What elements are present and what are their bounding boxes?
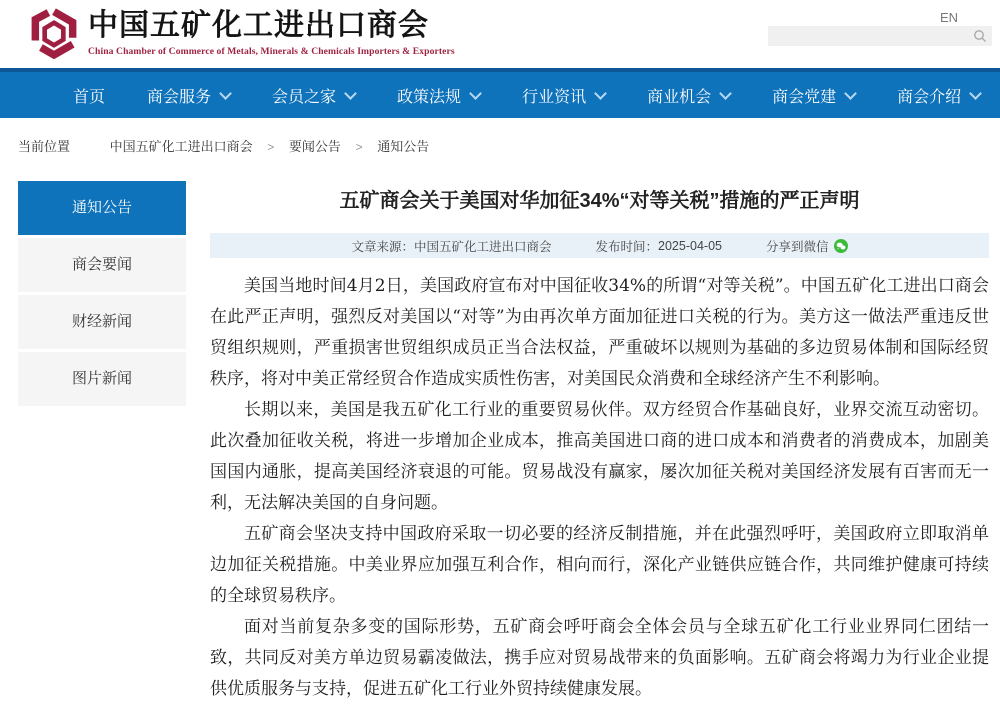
nav-item-party-building[interactable] <box>772 84 855 107</box>
article-source <box>351 237 551 255</box>
sidebar <box>18 181 186 409</box>
nav-item-industry-news[interactable] <box>522 84 605 107</box>
wechat-icon <box>834 239 848 253</box>
search-icon[interactable] <box>972 28 988 44</box>
nav-item-label: 商业机会 <box>647 88 712 106</box>
breadcrumb-separator: > <box>267 140 275 154</box>
breadcrumb-separator: > <box>355 140 363 154</box>
site-title: 中国五矿化工进出口商会 <box>88 8 429 43</box>
site-titles <box>88 8 455 57</box>
sidebar-item-notices[interactable]: 通知公告 <box>18 181 186 235</box>
share-to-wechat-button[interactable] <box>766 237 848 255</box>
main-nav <box>0 68 1000 118</box>
article-publish-label: 发布时间： <box>595 239 659 254</box>
nav-item-label: 商会党建 <box>772 88 837 106</box>
sidebar-item-chamber-news[interactable]: 商会要闻 <box>18 238 186 292</box>
nav-item-label: 会员之家 <box>272 88 337 106</box>
language-switch-en[interactable]: EN <box>939 10 958 25</box>
article-publish-date <box>596 237 722 255</box>
nav-item-services[interactable] <box>147 84 230 107</box>
chevron-down-icon <box>594 87 607 100</box>
nav-item-label: 商会服务 <box>147 88 212 106</box>
site-header <box>0 0 1000 68</box>
breadcrumb <box>18 136 429 155</box>
article-paragraph: 长期以来，美国是我五矿化工行业的重要贸易伙伴。双方经贸合作基础良好，业界交流互动密切。此次叠加征收关税，将进一步增加企业成本，推高美国进口商的进口成本和消费者的消费成本，加剧美国国内通胀，提高美国经济衰退的可能。贸易战没有赢家，屡次加征关税对美国经济发展有百害而无一利，无法解决美国的自身问题。 <box>210 400 989 513</box>
chevron-down-icon <box>219 87 232 100</box>
article-publish-value: 2025-04-05 <box>658 238 722 253</box>
article-paragraph: 美国当地时间4月2日，美国政府宣布对中国征收34%的所谓“对等关税”。中国五矿化工进出口商会在此严正声明，强烈反对美国以“对等”为由再次单方面加征进口关税的行为。美方这一做法严重违反世贸组织规则，严重损害世贸组织成员正当合法权益，严重破坏以规则为基础的多边贸易体制和国际经贸秩序，将对中美正常经贸合作造成实质性伤害，对美国民众消费和全球经济产生不利影响。 <box>210 276 989 389</box>
nav-item-home[interactable] <box>73 84 105 107</box>
chevron-down-icon <box>469 87 482 100</box>
nav-item-members[interactable] <box>272 84 355 107</box>
article <box>210 186 989 705</box>
nav-item-label: 商会介绍 <box>897 88 962 106</box>
article-source-label: 文章来源： <box>351 239 414 254</box>
share-label: 分享到微信 <box>765 239 829 254</box>
nav-item-label: 首页 <box>73 88 106 106</box>
sidebar-item-finance-news[interactable]: 财经新闻 <box>18 295 186 349</box>
chevron-down-icon <box>844 87 857 100</box>
site-subtitle: China Chamber of Commerce of Metals, Minerals & Chemicals Importers & Exporters <box>88 46 455 57</box>
article-body <box>210 271 989 705</box>
breadcrumb-label: 当前位置 <box>18 139 71 154</box>
article-source-value: 中国五矿化工进出口商会 <box>414 239 552 254</box>
nav-item-label: 政策法规 <box>397 88 462 106</box>
article-paragraph: 五矿商会坚决支持中国政府采取一切必要的经济反制措施，并在此强烈呼吁，美国政府立即取消单边加征关税措施。中美业界应加强互利合作，相向而行，深化产业链供应链合作，共同维护健康可持续的全球贸易秩序。 <box>210 524 989 606</box>
nav-item-policies[interactable] <box>397 84 480 107</box>
search-input[interactable] <box>768 26 992 46</box>
chamber-logo-icon <box>26 6 82 62</box>
sidebar-item-photo-news[interactable]: 图片新闻 <box>18 352 186 406</box>
nav-item-about[interactable] <box>897 84 980 107</box>
breadcrumb-item-notices[interactable]: 通知公告 <box>377 139 430 154</box>
chevron-down-icon <box>719 87 732 100</box>
breadcrumb-item-news[interactable]: 要闻公告 <box>288 139 341 154</box>
article-title: 五矿商会关于美国对华加征34%“对等关税”措施的严正声明 <box>339 190 860 212</box>
article-paragraph: 面对当前复杂多变的国际形势，五矿商会呼吁商会全体会员与全球五矿化工行业业界同仁团结一致，共同反对美方单边贸易霸凌做法，携手应对贸易战带来的负面影响。五矿商会将竭力为行业企业提供优质服务与支持，促进五矿化工行业外贸持续健康发展。 <box>210 617 989 699</box>
nav-item-business-opportunities[interactable] <box>647 84 730 107</box>
breadcrumb-item-home[interactable]: 中国五矿化工进出口商会 <box>109 139 253 154</box>
chevron-down-icon <box>969 87 982 100</box>
nav-item-label: 行业资讯 <box>522 88 587 106</box>
article-meta-bar <box>210 233 989 258</box>
search-box[interactable] <box>768 26 992 46</box>
chevron-down-icon <box>344 87 357 100</box>
